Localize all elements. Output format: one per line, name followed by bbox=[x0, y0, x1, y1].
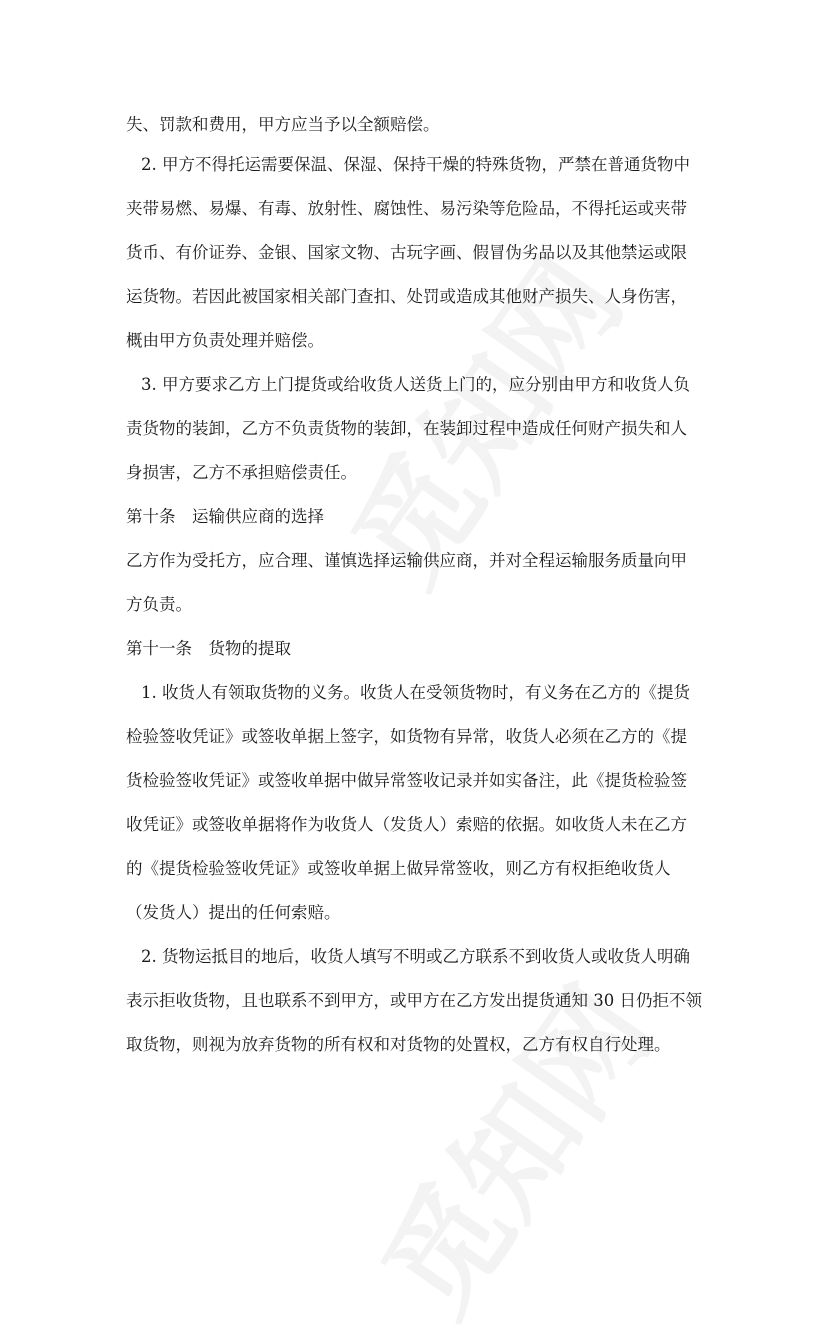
paragraph-line: 表示拒收货物，且也联系不到甲方，或甲方在乙方发出提货通知 30 日仍拒不领 bbox=[126, 991, 702, 1010]
paragraph-line: 检验签收凭证》或签收单据上签字，如货物有异常，收货人必须在乙方的《提 bbox=[126, 727, 687, 746]
clause-1-line: 1. 收货人有领取货物的义务。收货人在受领货物时，有义务在乙方的《提货 bbox=[141, 683, 690, 702]
article-11-heading: 第十一条 货物的提取 bbox=[126, 639, 291, 658]
paragraph-line: 运货物。若因此被国家相关部门查扣、处罚或造成其他财产损失、人身伤害， bbox=[126, 287, 687, 306]
paragraph-line: 的《提货检验签收凭证》或签收单据上做异常签收，则乙方有权拒绝收货人 bbox=[126, 859, 671, 878]
clause-2-line: 2. 货物运抵目的地后，收货人填写不明或乙方联系不到收货人或收货人明确 bbox=[141, 947, 690, 966]
paragraph-line: 货币、有价证券、金银、国家文物、古玩字画、假冒伪劣品以及其他禁运或限 bbox=[126, 243, 687, 262]
paragraph-line: 货检验签收凭证》或签收单据中做异常签收记录并如实备注，此《提货检验签 bbox=[126, 771, 687, 790]
paragraph-line: （发货人）提出的任何索赔。 bbox=[126, 903, 341, 922]
article-10-heading: 第十条 运输供应商的选择 bbox=[126, 507, 324, 526]
clause-3-line: 3. 甲方要求乙方上门提货或给收货人送货上门的，应分别由甲方和收货人负 bbox=[141, 375, 690, 394]
paragraph-line: 身损害，乙方不承担赔偿责任。 bbox=[126, 463, 357, 482]
paragraph-line: 取货物，则视为放弃货物的所有权和对货物的处置权，乙方有权自行处理。 bbox=[126, 1035, 671, 1054]
clause-2-line: 2. 甲方不得托运需要保温、保湿、保持干燥的特殊货物，严禁在普通货物中 bbox=[141, 155, 690, 174]
paragraph-line: 概由甲方负责处理并赔偿。 bbox=[126, 331, 324, 350]
paragraph-line: 乙方作为受托方，应合理、谨慎选择运输供应商，并对全程运输服务质量向甲 bbox=[126, 551, 687, 570]
paragraph-line: 失、罚款和费用，甲方应当予以全额赔偿。 bbox=[126, 115, 440, 134]
paragraph-line: 方负责。 bbox=[126, 595, 192, 614]
paragraph-line: 责货物的装卸，乙方不负责货物的装卸，在装卸过程中造成任何财产损失和人 bbox=[126, 419, 687, 438]
paragraph-line: 夹带易燃、易爆、有毒、放射性、腐蚀性、易污染等危险品，不得托运或夹带 bbox=[126, 199, 687, 218]
paragraph-line: 收凭证》或签收单据将作为收货人（发货人）索赔的依据。如收货人未在乙方 bbox=[126, 815, 687, 834]
